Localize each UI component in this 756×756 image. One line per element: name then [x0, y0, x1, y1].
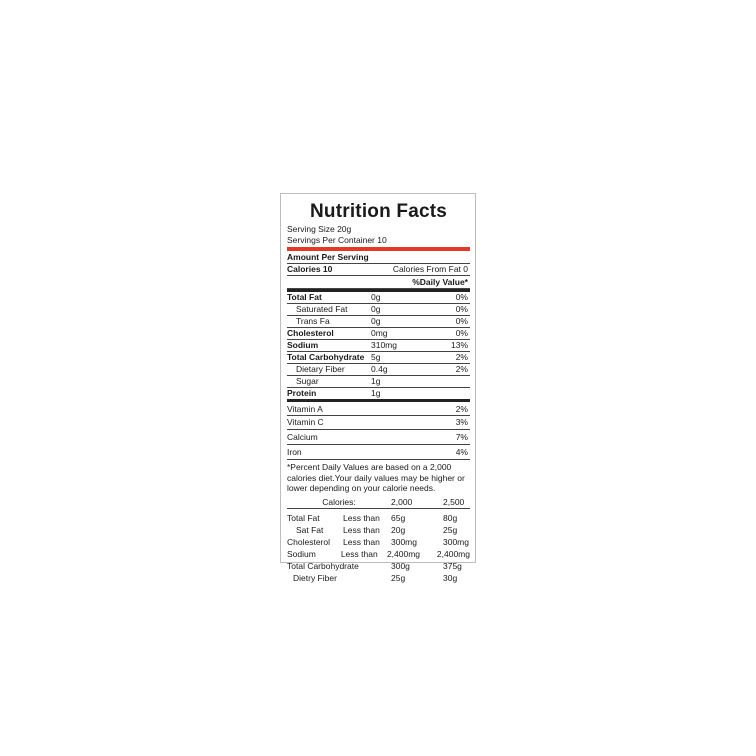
nutrient-amount: 0g — [371, 292, 381, 302]
nutrient-row — [287, 364, 470, 376]
footer-row-name: Sodium — [287, 548, 316, 559]
nutrient-name: Total Carbohydrate — [287, 352, 365, 362]
footer-row-v1: 20g — [391, 524, 406, 535]
footer-row-qual: Less than — [343, 536, 380, 547]
daily-value-header-row — [287, 276, 470, 289]
nutrient-row — [287, 388, 470, 399]
nutrient-dv: 0% — [455, 304, 468, 314]
footer-row-name: Cholesterol — [287, 536, 330, 547]
label-title: Nutrition Facts — [309, 201, 448, 222]
footer-row-qual: Less than — [343, 512, 380, 523]
footer-row-v2: 25g — [443, 524, 458, 535]
nutrient-dv: 0% — [455, 292, 468, 302]
nutrient-row — [287, 292, 470, 304]
vitamin-dv: 7% — [455, 432, 468, 442]
footer-row — [287, 524, 470, 536]
footer-row — [287, 572, 470, 584]
footer-row-v2: 375g — [443, 560, 462, 571]
footer-col2: 2,500 — [443, 496, 465, 507]
nutrient-name: Dietary Fiber — [296, 364, 345, 374]
nutrient-amount: 5g — [371, 352, 381, 362]
nutrient-name: Total Fat — [287, 292, 322, 302]
nutrient-dv: 0% — [455, 316, 468, 326]
nutrient-amount: 0g — [371, 304, 381, 314]
footer-row — [287, 536, 470, 548]
nutrient-name: Saturated Fat — [296, 304, 348, 314]
nutrient-name: Cholesterol — [287, 328, 334, 338]
nutrient-row — [287, 316, 470, 328]
nutrient-row — [287, 304, 470, 316]
calories-row — [287, 264, 470, 276]
nutrient-dv — [421, 376, 470, 387]
nutrient-dv — [421, 388, 470, 399]
nutrient-name: Trans Fa — [296, 316, 330, 326]
divider-thick — [287, 399, 470, 402]
amount-per-serving-row — [287, 252, 470, 264]
vitamin-row — [287, 416, 470, 430]
footer-row-name: Dietry Fiber — [293, 572, 337, 583]
footer-row — [287, 560, 470, 572]
footer-row-v1: 300mg — [391, 536, 417, 547]
vitamin-name: Calcium — [287, 432, 318, 442]
nutrient-row — [287, 328, 470, 340]
vitamin-row — [287, 403, 470, 416]
nutrient-dv: 0% — [455, 328, 468, 338]
footer-row-v1: 65g — [391, 512, 406, 523]
footer-row-name: Total Carbohydrate — [287, 560, 359, 571]
calories: Calories 10 — [287, 264, 333, 274]
daily-value-header: %Daily Value* — [412, 277, 468, 287]
vitamin-name: Vitamin C — [287, 417, 324, 427]
vitamin-name: Iron — [287, 447, 302, 457]
nutrient-row — [287, 376, 470, 388]
vitamin-dv: 3% — [455, 417, 468, 427]
nutrient-amount: 1g — [371, 376, 381, 386]
nutrient-name: Sodium — [287, 340, 319, 350]
nutrient-dv: 2% — [455, 352, 468, 362]
nutrient-name: Protein — [287, 388, 317, 398]
nutrient-name: Sugar — [296, 376, 319, 386]
footer-calories-label: Calories: — [322, 496, 356, 507]
vitamin-dv: 2% — [455, 404, 468, 414]
footer-row — [287, 512, 470, 524]
vitamin-row — [287, 445, 470, 460]
footer-row-name: Total Fat — [287, 512, 320, 523]
footer-header-row — [287, 496, 470, 509]
footer-row-qual: Less than — [343, 524, 380, 535]
accent-bar — [287, 247, 470, 251]
nutrient-amount: 310mg — [371, 340, 397, 350]
amount-per-serving: Amount Per Serving — [287, 252, 369, 262]
nutrient-dv: 13% — [450, 340, 468, 350]
footer-row-v2: 300mg — [443, 536, 469, 547]
footer-row-name: Sat Fat — [296, 524, 324, 535]
footer-row-v1: 300g — [391, 560, 410, 571]
nutrient-amount: 0g — [371, 316, 381, 326]
footer-row-v2: 30g — [443, 572, 458, 583]
nutrient-amount: 0mg — [371, 328, 388, 338]
footer-row-qual: Less than — [340, 548, 378, 559]
nutrient-row — [287, 352, 470, 364]
nutrient-amount: 1g — [371, 388, 381, 398]
footer-row-v1: 25g — [391, 572, 406, 583]
footnote: *Percent Daily Values are based on a 2,000 calories diet.Your daily values may be higher or lower depending on your calorie needs. — [287, 462, 465, 493]
vitamin-row — [287, 430, 470, 445]
servings-per-container: Servings Per Container 10 — [287, 235, 387, 245]
nutrition-facts-label — [280, 193, 476, 583]
footer-row — [287, 548, 470, 560]
vitamin-name: Vitamin A — [287, 404, 323, 414]
footer-row-v2: 80g — [443, 512, 458, 523]
calories-from-fat: Calories From Fat 0 — [392, 264, 468, 274]
footer-col1: 2,000 — [391, 496, 413, 507]
vitamin-dv: 4% — [455, 447, 468, 457]
footer-row-v1: 2,400mg — [386, 548, 421, 559]
nutrient-dv: 2% — [455, 364, 468, 374]
footer-row-v2: 2,400mg — [436, 548, 470, 559]
serving-size: Serving Size 20g — [287, 224, 352, 234]
nutrient-row — [287, 340, 470, 352]
nutrient-amount: 0.4g — [371, 364, 388, 374]
